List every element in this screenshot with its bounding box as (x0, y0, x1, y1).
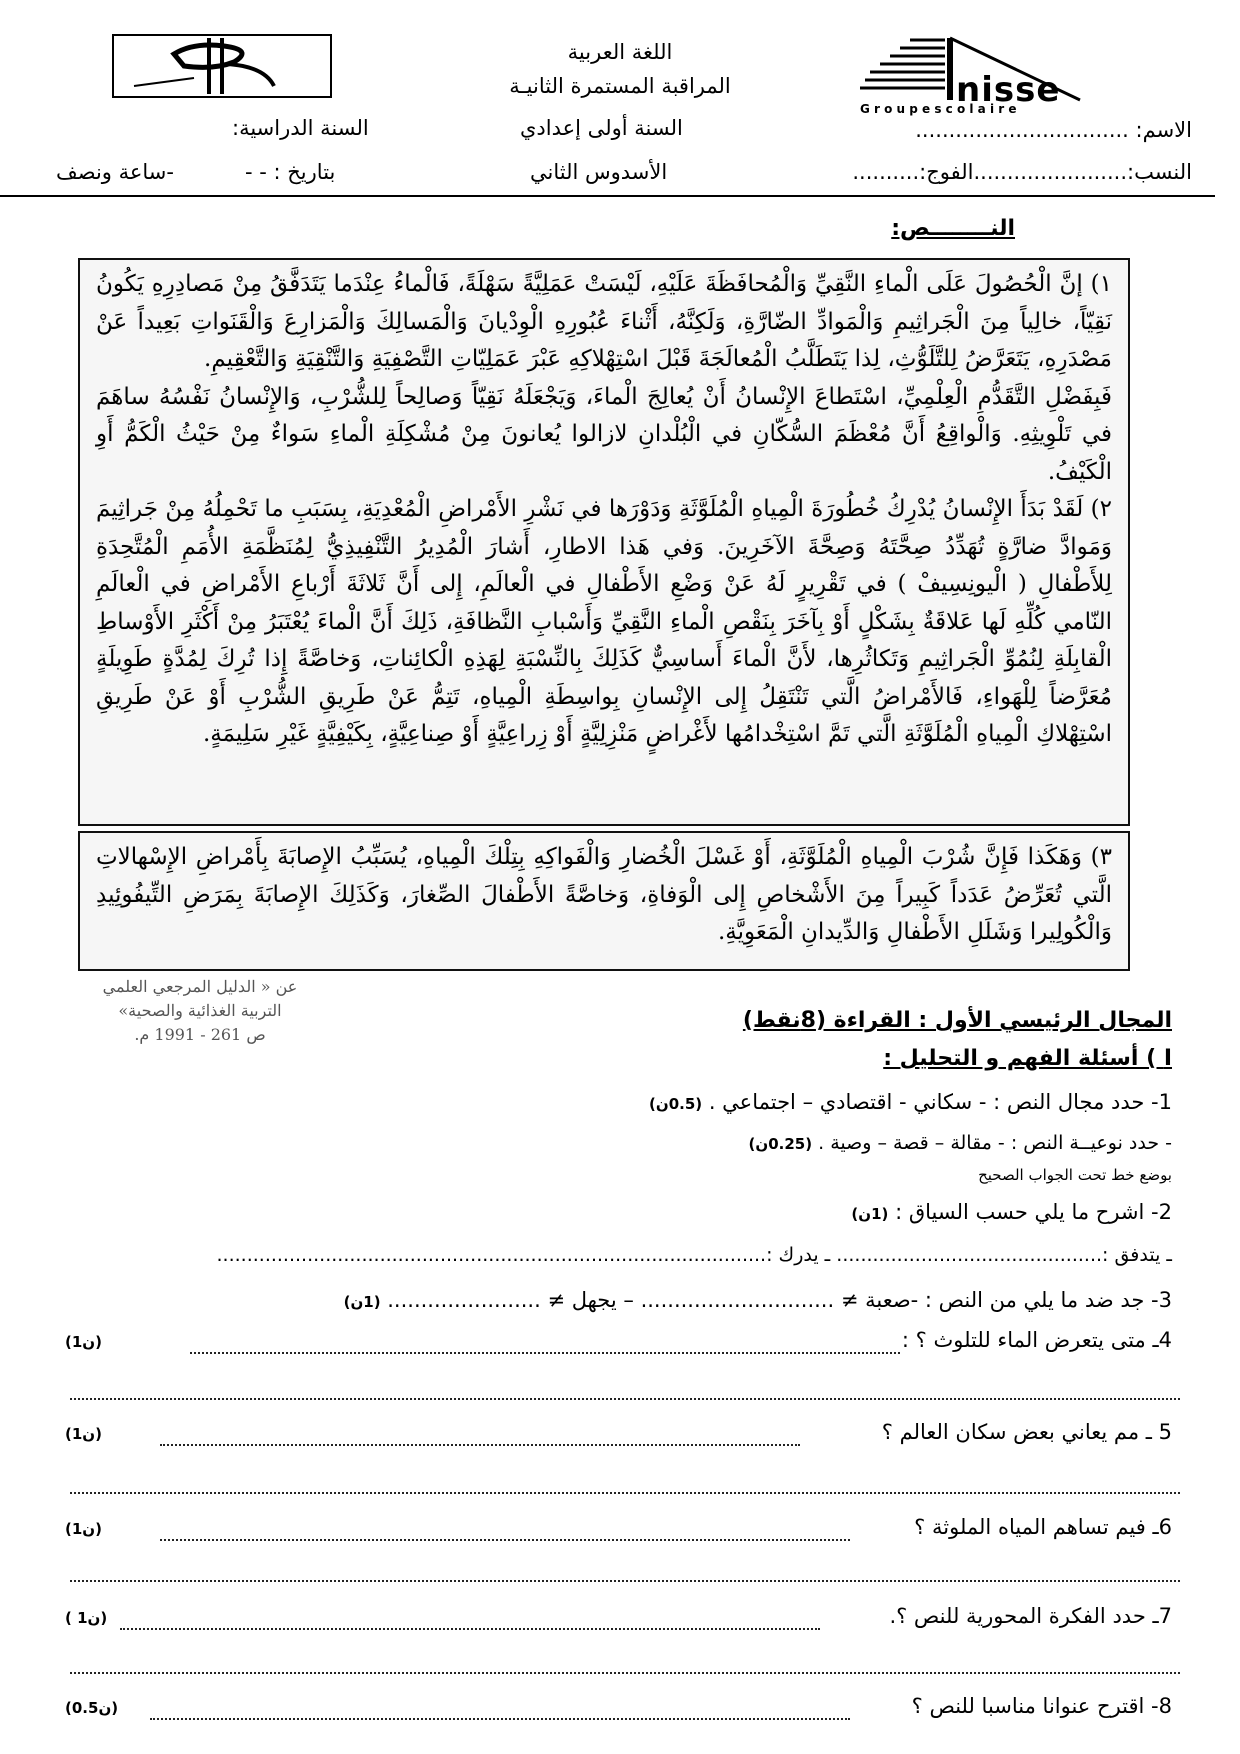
question-1-text: 1- حدد مجال النص : - سكاني - اقتصادي – اجتماعي . (708, 1090, 1172, 1114)
school-year-label: السنة الدراسية: (232, 116, 369, 140)
question-4: 4ـ متى يتعرض الماء للتلوث ؟ : (901, 1328, 1172, 1352)
source-line-1: عن « الدليل المرجعي العلمي (102, 977, 298, 996)
question-7-points: ( 1ن) (65, 1609, 108, 1627)
logo-brand-text: nisse (956, 70, 1061, 110)
header-divider (0, 195, 1215, 197)
domain-title: المجال الرئيسي الأول : القراءة (8نقط) (742, 1008, 1172, 1033)
date-label: بتاريخ : - - (245, 160, 336, 184)
question-5-points: (1ن) (65, 1425, 102, 1443)
question-3-text: 3- جد ضد ما يلي من النص : -صعبة ≠ ............................. – يجهل ≠ ....................... (387, 1288, 1172, 1312)
question-1-points: (0.5ن) (649, 1095, 703, 1113)
school-logo-right (850, 30, 1140, 118)
duration-label: -ساعة ونصف (56, 160, 174, 184)
passage-source (75, 975, 325, 1047)
question-6-answer-inline[interactable] (160, 1539, 850, 1541)
question-8-points: (0.5ن) (65, 1699, 119, 1717)
question-2 (851, 1200, 1172, 1224)
question-1b-text: - حدد نوعيــة النص : - مقالة – قصة – وصية . (818, 1132, 1172, 1154)
logo-brand-subtext: G r o u p e s c o l a i r e (860, 102, 1017, 116)
question-6-answer-line[interactable] (70, 1580, 1180, 1582)
question-5: 5 ـ مم يعاني بعض سكان العالم ؟ (881, 1420, 1172, 1444)
source-line-2: التربية الغذائية والصحية» (118, 1001, 282, 1020)
school-logo-left (112, 34, 332, 98)
question-3 (344, 1288, 1172, 1312)
question-5-answer-line[interactable] (70, 1492, 1180, 1494)
source-line-3: ص 261 - 1991 م. (134, 1025, 266, 1044)
level-label: السنة أولى إعدادي (520, 116, 683, 140)
question-7: 7ـ حدد الفكرة المحورية للنص ؟. (889, 1604, 1172, 1628)
question-2-answer-line[interactable]: ـ يتدفق :............................................ ـ يدرك :........................................................................................... (216, 1244, 1172, 1266)
student-name-field: الاسم: ................................ (915, 118, 1192, 142)
question-6: 6ـ فيم تساهم المياه الملوثة ؟ (914, 1515, 1172, 1539)
exam-title: المراقبة المستمرة الثانيـة (509, 74, 731, 98)
question-8-answer-inline[interactable] (150, 1718, 850, 1720)
question-7-answer-inline[interactable] (120, 1628, 820, 1630)
question-4-points: (1ن) (65, 1333, 102, 1351)
student-surname-group-field: النسب:.......................الفوج:.......... (852, 160, 1192, 184)
question-2-text: 2- اشرح ما يلي حسب السياق : (895, 1200, 1172, 1224)
question-1b (749, 1132, 1172, 1154)
passage-heading: النــــــــص: (891, 216, 1015, 241)
question-1 (649, 1090, 1172, 1114)
question-5-answer-inline[interactable] (160, 1444, 800, 1446)
passage-paragraph-1: ١) إنَّ الْحُصُولَ عَلَى الْماءِ النَّقِيِّ وَالْمُحافَظَةَ عَلَيْهِ، لَيْسَتْ عَمَلِيَّةً سَهْلَةً، فَالْماءُ عِنْدَما يَتَدَفَّقُ مِنْ مَصادِرِهِ يَكُونُ نَقِيّاً، خالِياً مِنَ الْجَراثِيمِ وَالْمَوادِّ الضّارَّةِ، وَلَكِنَّهُ، أَثْناءَ عُبُورِهِ الْوِدْيانَ وَالْمَسالِكَ وَالْمَزارِعَ وَالْقَنَواتِ بَعِيداً عَنْ مَصْدَرِهِ، يَتَعَرَّضُ لِلتَّلَوُّثِ، لِذا يَتَطَلَّبُ الْمُعالَجَةَ قَبْلَ اسْتِهْلاكِهِ عَبْرَ عَمَلِيّاتِ التَّصْفِيَةِ وَالتَّنْقِيَةِ وَالتَّعْقِيمِ. (96, 271, 1112, 372)
passage-paragraph-2: ٢) لَقَدْ بَدَأَ الإِنْسانُ يُدْرِكُ خُطُورَةَ الْمِياهِ الْمُلَوَّثَةِ وَدَوْرَها في نَشْرِ الأَمْراضِ الْمُعْدِيَةِ، بِسَبَبِ ما تَحْمِلُهُ مِنْ جَراثِيمَ وَمَوادَّ ضارَّةٍ تُهَدِّدُ صِحَّتَهُ وَصِحَّةَ الآخَرِينَ. وَفي هَذا الاطارِ، أَشارَ الْمُدِيرُ التَّنْفِيذِيُّ لِمُنَظَّمَةِ الأُمَمِ الْمُتَّحِدَةِ لِلأَطْفالِ ( الْيونِسِيفْ ) في تَقْرِيرٍ لَهُ عَنْ وَضْعِ الأَطْفالِ في الْعالَمِ، إِلى أَنَّ ثَلاثَةَ أَرْباعِ الأَمْراضِ في الْعالَمِ النّامي كُلِّهِ لَها عَلاقَةٌ بِشَكْلٍ أَوْ بِآخَرَ بِنَقْصِ الْماءِ النَّقِيِّ وَأَسْبابِ النَّظافَةِ، ذَلِكَ أَنَّ الْماءَ يُعْتَبَرُ مِنْ أَكْثَرِ الأَوْساطِ الْقابِلَةِ لِنُمُوِّ الْجَراثِيمِ وَتَكاثُرِها، لأَنَّ الْماءَ أَساسِيٌّ كَذَلِكَ بِالنِّسْبَةِ لِهَذِهِ الْكائِناتِ، وَخاصَّةً إِذا تُرِكَ لِمُدَّةٍ طَوِيلَةٍ مُعَرَّضاً لِلْهَواءِ، فَالأَمْراضُ الَّتي تَنْتَقِلُ إِلى الإِنْسانِ بِواسِطَةِ الْمِياهِ، تَتِمُّ عَنْ طَرِيقِ الشُّرْبِ أَوْ عَنْ طَرِيقِ اسْتِهْلاكِ الْمِياهِ الْمُلَوَّثَةِ الَّتي تَمَّ اسْتِخْدامُها لأَغْراضٍ مَنْزِلِيَّةٍ أَوْ زِراعِيَّةٍ أَوْ صِناعِيَّةٍ، بِكَيْفِيَّةٍ غَيْرِ سَلِيمَةٍ. (96, 496, 1112, 747)
section-title: I ) أسئلة الفهم و التحليل : (883, 1046, 1172, 1071)
question-6-points: (1ن) (65, 1520, 102, 1538)
question-2-points: (1ن) (851, 1205, 889, 1223)
passage-box-main (78, 258, 1130, 826)
question-1-note: بوضع خط تحت الجواب الصحيح (978, 1166, 1172, 1184)
question-4-answer-line[interactable] (70, 1398, 1180, 1400)
question-4-answer-inline[interactable] (190, 1352, 900, 1354)
question-1b-points: (0.25ن) (748, 1135, 813, 1153)
passage-paragraph-1b: فَبِفَضْلِ التَّقَدُّمِ الْعِلْمِيِّ، اسْتَطاعَ الإِنْسانُ أَنْ يُعالِجَ الْماءَ، وَيَجْعَلَهُ نَقِيّاً وَصالِحاً لِلشُّرْبِ، وَالإِنْسانُ نَفْسُهُ ساهَمَ في تَلْوِيثِهِ. وَالْواقِعُ أَنَّ مُعْظَمَ السُّكّانِ في الْبُلْدانِ لازالوا يُعانونَ مِنْ مُشْكِلَةِ الْماءِ سَواءٌ مِنْ حَيْثُ الْكَمُّ أَوِ الْكَيْفُ. (96, 383, 1112, 485)
semester-label: الأسدوس الثاني (530, 160, 668, 184)
question-7-answer-line[interactable] (70, 1672, 1180, 1674)
passage-paragraph-3: ٣) وَهَكَذا فَإِنَّ شُرْبَ الْمِياهِ الْمُلَوَّثَةِ، أَوْ غَسْلَ الْخُضارِ وَالْفَواكِهِ بِتِلْكَ الْمِياهِ، يُسَبِّبُ الإِصابَةَ بِأَمْراضِ الإِسْهالاتِ الَّتي تُعَرِّضُ عَدَداً كَبِيراً مِنَ الأَشْخاصِ إِلى الْوَفاةِ، وَخاصَّةً الأَطْفالَ الصِّغارَ، وَكَذَلِكَ الإِصابَةَ بِمَرَضِ التِّيفُوئِيدِ وَالْكُولِيرا وَشَلَلِ الأَطْفالِ وَالدِّيدانِ الْمَعَوِيَّةِ. (96, 844, 1112, 945)
logo-emblem-icon (114, 36, 330, 96)
question-8: 8- اقترح عنوانا مناسبا للنص ؟ (911, 1694, 1172, 1718)
subject-title: اللغة العربية (567, 40, 673, 64)
passage-box-conclusion (78, 831, 1130, 971)
question-3-points: (1ن) (343, 1293, 381, 1311)
